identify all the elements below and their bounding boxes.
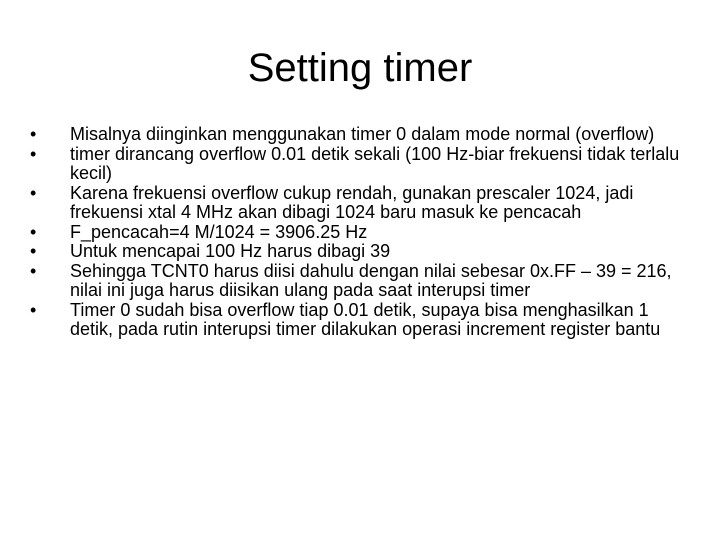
list-item bbox=[27, 301, 687, 340]
bullet-text: Untuk mencapai 100 Hz harus dibagi 39 bbox=[70, 241, 391, 261]
list-item bbox=[27, 262, 687, 301]
slide-title: Setting timer bbox=[247, 46, 473, 90]
list-item bbox=[27, 125, 687, 145]
list-item bbox=[27, 242, 687, 262]
bullet-marker: • bbox=[30, 182, 37, 203]
bullet-marker: • bbox=[30, 241, 37, 261]
bullet-marker: • bbox=[30, 143, 37, 164]
bullet-text: Karena frekuensi overflow cukup rendah, gunakan prescaler 1024, jadi frekuensi xtal 4 MHz akan dibagi 1024 baru masuk ke pencacah bbox=[70, 182, 634, 222]
bullet-text: Misalnya diinginkan menggunakan timer 0 dalam mode normal (overflow) bbox=[70, 124, 655, 144]
bullet-text: timer dirancang overflow 0.01 detik sekali (100 Hz-biar frekuensi tidak terlalu kecil) bbox=[70, 143, 680, 183]
bullet-marker: • bbox=[30, 260, 37, 281]
list-item bbox=[27, 184, 687, 223]
bullet-text: Timer 0 sudah bisa overflow tiap 0.01 detik, supaya bisa menghasilkan 1 detik, pada rutin interupsi timer dilakukan operasi increment register bantu bbox=[70, 299, 661, 339]
bullet-list bbox=[27, 125, 687, 340]
bullet-marker: • bbox=[30, 124, 37, 144]
bullet-marker: • bbox=[30, 299, 37, 320]
list-item bbox=[27, 145, 687, 184]
bullet-marker: • bbox=[30, 221, 37, 242]
bullet-text: F_pencacah=4 M/1024 = 3906.25 Hz bbox=[70, 221, 368, 242]
list-item bbox=[27, 223, 687, 243]
bullet-text: Sehingga TCNT0 harus diisi dahulu dengan nilai sebesar 0x.FF – 39 = 216, nilai ini juga harus diisikan ulang pada saat interupsi timer bbox=[70, 260, 672, 300]
